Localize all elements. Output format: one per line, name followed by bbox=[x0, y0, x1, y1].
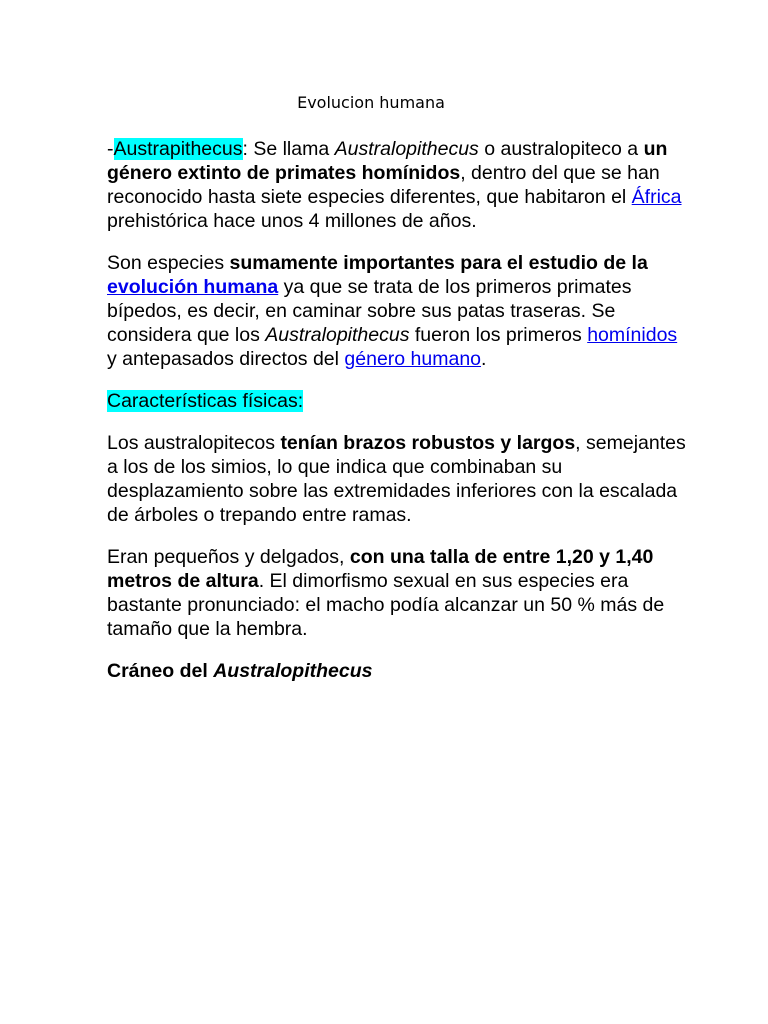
text-run: fueron los primeros bbox=[409, 324, 588, 346]
paragraph-heading-caracteristicas bbox=[107, 389, 687, 413]
paragraph-importance bbox=[107, 251, 687, 371]
text-run: . El dimorfismo sexual en sus especies era bastante pronunciado: el macho podía alcanzar un 50 % más de tamaño que la hembra. bbox=[107, 570, 665, 640]
paragraph-intro bbox=[107, 137, 687, 233]
paragraph-brazos bbox=[107, 431, 687, 527]
text-run: . bbox=[481, 348, 487, 370]
text-run: Eran pequeños y delgados, bbox=[107, 546, 350, 568]
text-run: , dentro del que se han reconocido hasta siete especies diferentes, que habitaron el bbox=[107, 162, 660, 208]
text-run: ya que se trata de los primeros primates bípedos, es decir, en caminar sobre sus patas traseras. Se considera que los bbox=[107, 276, 632, 346]
text-run: , semejantes a los de los simios, lo que indica que combinaban su desplazamiento sobre las extremidades inferiores con la escalada de árboles o trepando entre ramas. bbox=[107, 432, 686, 526]
document-title: Evolucion humana bbox=[297, 93, 445, 112]
link-africa[interactable]: África bbox=[631, 186, 682, 208]
bold-heading bbox=[107, 660, 372, 682]
text-run: Los australopitecos bbox=[107, 432, 281, 454]
link-hominidos[interactable]: homínidos bbox=[587, 324, 678, 346]
bold-phrase: tenían brazos robustos y largos bbox=[280, 432, 576, 454]
document-body bbox=[107, 137, 687, 701]
bold-phrase: con una talla de entre 1,20 y 1,40 metros de altura bbox=[107, 546, 654, 592]
italic-term: Australopithecus bbox=[265, 324, 410, 346]
bold-phrase: un género extinto de primates homínidos bbox=[107, 138, 668, 184]
paragraph-talla bbox=[107, 545, 687, 641]
text-run: o australopiteco a bbox=[478, 138, 644, 160]
paragraph-craneo-heading bbox=[107, 659, 687, 683]
text-run: : Se llama bbox=[242, 138, 335, 160]
bold-text: sumamente importantes para el estudio de la bbox=[229, 252, 648, 274]
italic-term: Australopithecus bbox=[334, 138, 479, 160]
text-run: prehistórica hace unos 4 millones de años. bbox=[107, 210, 477, 232]
italic-term: Australopithecus bbox=[213, 660, 373, 682]
link-genero-humano[interactable]: género humano bbox=[344, 348, 482, 370]
highlighted-term: Austrapithecus bbox=[113, 138, 243, 160]
dash-prefix: - bbox=[107, 138, 114, 160]
text-run: y antepasados directos del bbox=[107, 348, 345, 370]
link-evolucion-humana[interactable]: evolución humana bbox=[107, 276, 279, 298]
bold-text: Cráneo del bbox=[107, 660, 214, 682]
text-run: Son especies bbox=[107, 252, 230, 274]
section-heading: Características físicas: bbox=[107, 390, 304, 412]
